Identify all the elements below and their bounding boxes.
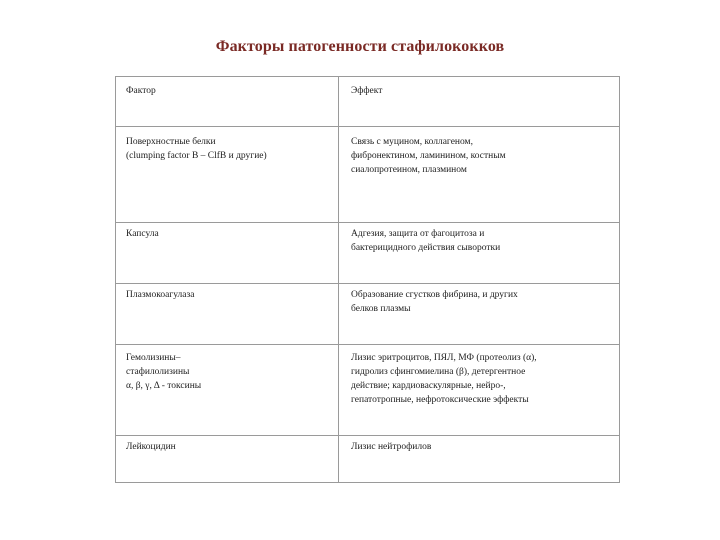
table-header-row (116, 77, 620, 127)
effect-cell: Связь с муцином, коллагеном, фибронектином, ламинином, костным сиалопротеином, плазмином (339, 127, 620, 223)
table-row (116, 436, 620, 483)
factor-cell: Гемолизины– стафилолизины α, β, γ, Δ - токсины (116, 345, 339, 436)
header-effect: Эффект (339, 77, 620, 127)
table-row (116, 284, 620, 345)
effect-cell: Лизис нейтрофилов (339, 436, 620, 483)
factor-cell: Лейкоцидин (116, 436, 339, 483)
effect-cell: Адгезия, защита от фагоцитоза и бактерицидного действия сыворотки (339, 223, 620, 284)
effect-cell: Образование сгустков фибрина, и других белков плазмы (339, 284, 620, 345)
factor-cell: Плазмокоагулаза (116, 284, 339, 345)
page-title: Факторы патогенности стафилококков (215, 38, 505, 55)
table-row (116, 223, 620, 284)
table-row (116, 127, 620, 223)
factor-cell: Поверхностные белки (clumping factor B – ClfB и другие) (116, 127, 339, 223)
header-factor: Фактор (116, 77, 339, 127)
factor-cell: Капсула (116, 223, 339, 284)
pathogenicity-factors-table (115, 76, 620, 483)
table-row (116, 345, 620, 436)
effect-cell: Лизис эритроцитов, ПЯЛ, МФ (протеолиз (α), гидролиз сфингомиелина (β), детергентное действие; кардиоваскулярные, нейро-, гепатотропные, нефротоксические эффекты (339, 345, 620, 436)
